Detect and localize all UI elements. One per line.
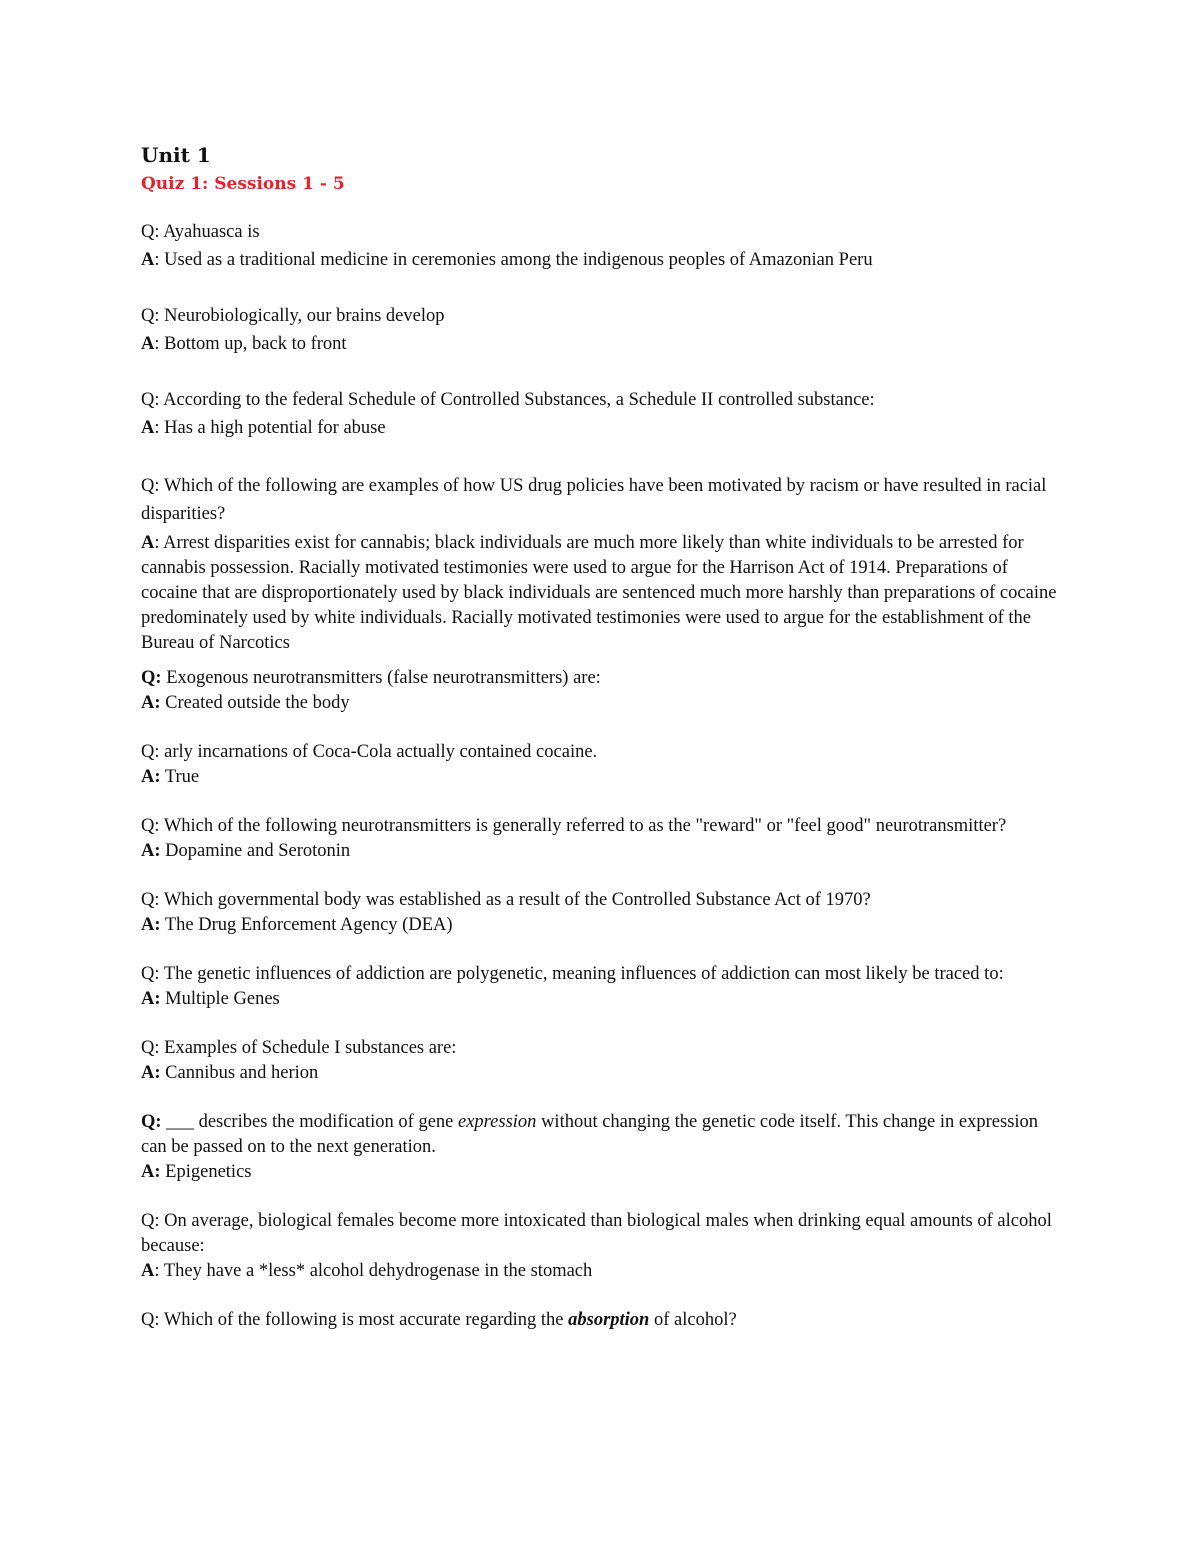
qa-item: [141, 220, 1061, 273]
question: Q: The genetic influences of addiction are polygenetic, meaning influences of addiction can most likely be traced to:: [141, 964, 1004, 984]
document-page: [141, 140, 1061, 1333]
qa-item: [141, 740, 1061, 790]
answer: A: Epigenetics: [141, 1162, 252, 1182]
answer: A: The Drug Enforcement Agency (DEA): [141, 915, 453, 935]
question: Q: Neurobiologically, our brains develop: [141, 306, 445, 326]
answer: A: Has a high potential for abuse: [141, 418, 386, 438]
question: Q: ___ describes the modification of gene expression without changing the genetic code itself. This change in expression can be passed on to the next generation.: [141, 1112, 1039, 1157]
answer: A: Created outside the body: [141, 693, 350, 713]
question: Q: Ayahuasca is: [141, 222, 260, 242]
answer: A: Bottom up, back to front: [141, 334, 347, 354]
qa-item: [141, 388, 1061, 441]
answer: A: Arrest disparities exist for cannabis; black individuals are much more likely than white individuals to be arrested for cannabis possession. Racially motivated testimonies were used to argue for the Harrison Act of 1914. Preparations of cocaine that are disproportionately used by black individuals are sentenced much more harshly than preparations of cocaine predominately used by white individuals. Racially motivated testimonies were used to argue for the establishment of the Bureau of Narcotics: [141, 533, 1057, 653]
question: Q: Which of the following is most accurate regarding the absorption of alcohol?: [141, 1310, 737, 1330]
answer: A: Dopamine and Serotonin: [141, 841, 351, 861]
question: Q: According to the federal Schedule of Controlled Substances, a Schedule II controlled substance:: [141, 390, 875, 410]
quiz-title: Quiz 1: Sessions 1 - 5: [141, 174, 345, 194]
unit-title: Unit 1: [141, 143, 211, 167]
question: Q: Examples of Schedule I substances are:: [141, 1038, 457, 1058]
qa-item: [141, 814, 1061, 864]
qa-item: [141, 1110, 1061, 1185]
question: Q: Which of the following are examples of how US drug policies have been motivated by racism or have resulted in racial disparities?: [141, 476, 1047, 524]
question: Q: On average, biological females become more intoxicated than biological males when drinking equal amounts of alcohol because:: [141, 1211, 1052, 1256]
qa-item: [141, 472, 1061, 656]
answer: A: Cannibus and herion: [141, 1063, 319, 1083]
qa-item: [141, 888, 1061, 938]
answer: A: They have a *less* alcohol dehydrogenase in the stomach: [141, 1261, 593, 1281]
qa-item: [141, 1308, 1061, 1333]
qa-item: [141, 304, 1061, 357]
answer: A: Multiple Genes: [141, 989, 280, 1009]
qa-item: [141, 1036, 1061, 1086]
answer: A: Used as a traditional medicine in ceremonies among the indigenous peoples of Amazonian Peru: [141, 250, 873, 270]
question: Q: arly incarnations of Coca-Cola actually contained cocaine.: [141, 742, 598, 762]
answer: A: True: [141, 767, 200, 787]
question: Q: Which of the following neurotransmitters is generally referred to as the "reward" or "feel good" neurotransmitter?: [141, 816, 1007, 836]
qa-item: [141, 962, 1061, 1012]
question: Q: Exogenous neurotransmitters (false neurotransmitters) are:: [141, 668, 601, 688]
qa-item: [141, 1209, 1061, 1284]
qa-item: [141, 666, 1061, 716]
question: Q: Which governmental body was established as a result of the Controlled Substance Act of 1970?: [141, 890, 871, 910]
